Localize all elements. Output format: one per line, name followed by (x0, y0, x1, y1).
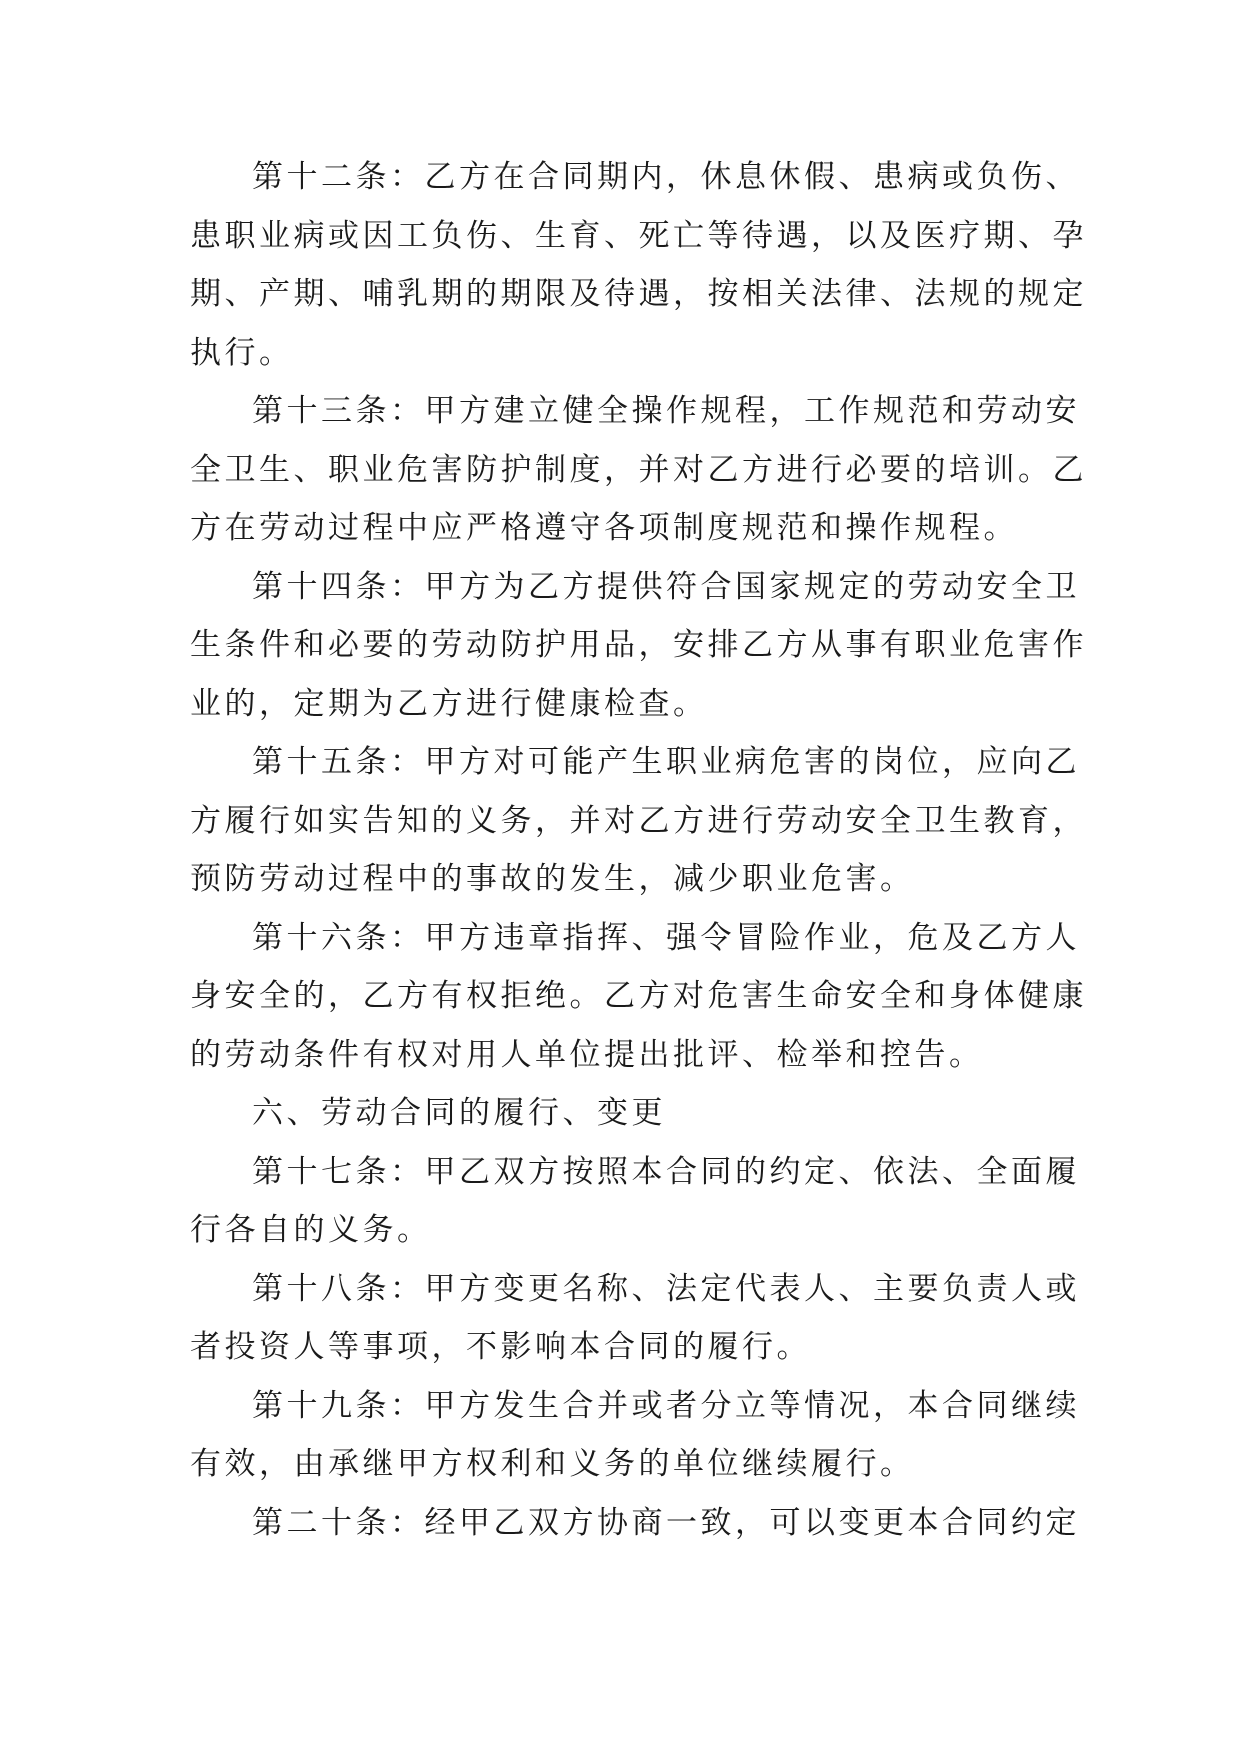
text-line: 生条件和必要的劳动防护用品，安排乙方从事有职业危害作 (190, 627, 1087, 663)
article-12 (190, 148, 1087, 382)
text-line: 第十三条：甲方建立健全操作规程，工作规范和劳动安 (252, 393, 1080, 429)
article-18 (190, 1260, 1080, 1377)
text-line: 全卫生、职业危害防护制度，并对乙方进行必要的培训。乙 (190, 451, 1087, 488)
text-line: 第十七条：甲乙双方按照本合同的约定、依法、全面履 (252, 1153, 1080, 1190)
text-line: 业的，定期为乙方进行健康检查。 (190, 685, 708, 722)
article-13 (190, 382, 1087, 558)
article-15 (190, 733, 1087, 909)
text-line: 第十二条：乙方在合同期内，休息休假、患病或负伤、 (252, 159, 1080, 195)
text-line: 方在劳动过程中应严格遵守各项制度规范和操作规程。 (190, 510, 1018, 546)
article-16 (190, 909, 1087, 1085)
text-line: 身安全的，乙方有权拒绝。乙方对危害生命安全和身体健康 (190, 978, 1087, 1014)
document-body (190, 148, 1087, 1552)
text-line: 期、产期、哺乳期的期限及待遇，按相关法律、法规的规定 (190, 276, 1087, 312)
text-line: 第十六条：甲方违章指挥、强令冒险作业，危及乙方人 (252, 919, 1080, 956)
text-line: 有效，由承继甲方权利和义务的单位继续履行。 (190, 1446, 915, 1482)
article-20 (190, 1494, 1080, 1553)
text-line: 第十四条：甲方为乙方提供符合国家规定的劳动安全卫 (252, 568, 1080, 605)
text-line: 者投资人等事项，不影响本合同的履行。 (190, 1329, 811, 1365)
text-line: 方履行如实告知的义务，并对乙方进行劳动安全卫生教育， (190, 802, 1087, 839)
text-line: 第十八条：甲方变更名称、法定代表人、主要负责人或 (252, 1270, 1080, 1307)
text-line: 的劳动条件有权对用人单位提出批评、检举和控告。 (190, 1036, 984, 1073)
text-line: 执行。 (190, 334, 294, 371)
text-line: 第十九条：甲方发生合并或者分立等情况，本合同继续 (252, 1387, 1080, 1424)
article-17 (190, 1143, 1080, 1260)
article-14 (190, 558, 1087, 734)
text-line: 第二十条：经甲乙双方协商一致，可以变更本合同约定 (252, 1504, 1080, 1541)
text-line: 预防劳动过程中的事故的发生，减少职业危害。 (190, 861, 915, 897)
text-line: 行各自的义务。 (190, 1212, 432, 1248)
article-19 (190, 1377, 1080, 1494)
text-line: 第十五条：甲方对可能产生职业病危害的岗位，应向乙 (252, 744, 1080, 780)
section-heading-6 (190, 1084, 1070, 1143)
section-heading: 六、劳动合同的履行、变更 (252, 1095, 666, 1131)
text-line: 患职业病或因工负伤、生育、死亡等待遇，以及医疗期、孕 (190, 217, 1087, 254)
